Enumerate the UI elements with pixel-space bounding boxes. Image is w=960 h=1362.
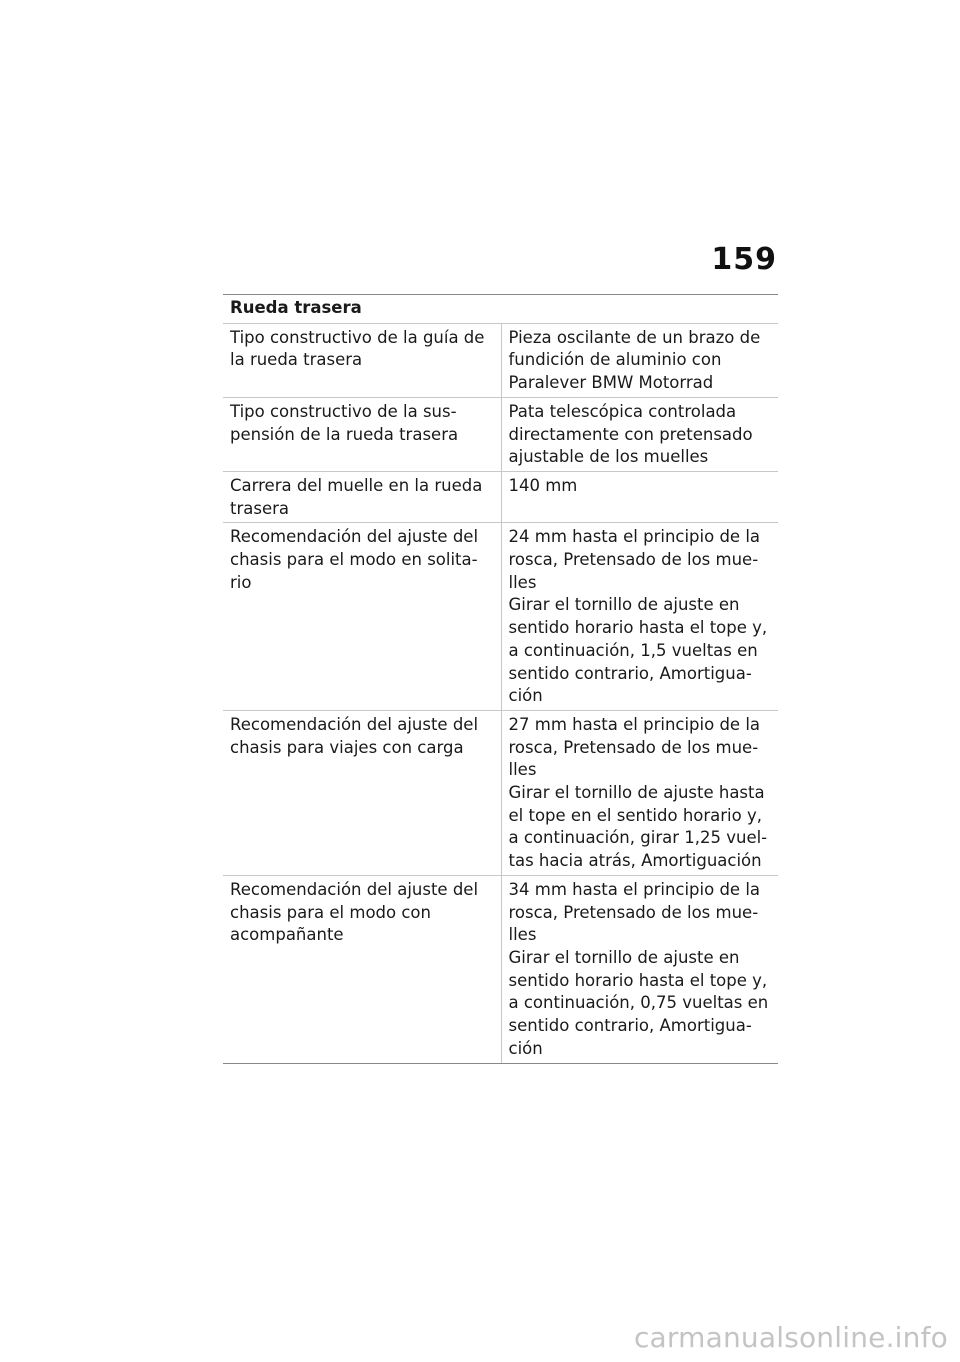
spec-label: Recomendación del ajuste del chasis para el modo en solita-rio — [223, 523, 501, 711]
table-row — [223, 471, 778, 522]
spec-value-line: 140 mm — [508, 475, 578, 495]
spec-value-line: Pieza oscilante de un brazo de fundición de aluminio con Paralever BMW Motorrad — [508, 327, 761, 393]
table-heading: Rueda trasera — [223, 295, 778, 324]
spec-value — [501, 471, 778, 522]
table-body — [223, 323, 778, 1063]
spec-value — [501, 397, 778, 471]
table-row — [223, 710, 778, 875]
spec-label: Tipo constructivo de la sus-pensión de la rueda trasera — [223, 397, 501, 471]
table-row — [223, 523, 778, 711]
watermark: carmanualsonline.info — [633, 1321, 948, 1354]
table-row — [223, 875, 778, 1063]
spec-value-line: Pata telescópica controlada directamente con pretensado ajustable de los muelles — [508, 401, 753, 467]
table-row — [223, 323, 778, 397]
spec-value — [501, 523, 778, 711]
table-row — [223, 397, 778, 471]
spec-label: Tipo constructivo de la guía de la rueda trasera — [223, 323, 501, 397]
spec-value — [501, 710, 778, 875]
spec-label: Recomendación del ajuste del chasis para viajes con carga — [223, 710, 501, 875]
spec-value-line: 27 mm hasta el principio de la rosca, Pretensado de los mue-lles — [508, 714, 761, 780]
spec-value — [501, 323, 778, 397]
spec-value — [501, 875, 778, 1063]
spec-label: Recomendación del ajuste del chasis para el modo con acompañante — [223, 875, 501, 1063]
table-header-row — [223, 295, 778, 324]
spec-value-line: 24 mm hasta el principio de la rosca, Pretensado de los mue-lles — [508, 527, 761, 592]
page-number: 159 — [711, 242, 777, 277]
spec-value-line: Girar el tornillo de ajuste en sentido horario hasta el tope y, a continuación, 0,75 vueltas en sentido contrario, Amortigua-ción — [508, 947, 769, 1058]
spec-value-line: 34 mm hasta el principio de la rosca, Pretensado de los mue-lles — [508, 879, 761, 945]
spec-value-line: Girar el tornillo de ajuste en sentido horario hasta el tope y, a continuación, 1,5 vueltas en sentido contrario, Amortigua-ción — [508, 595, 768, 706]
spec-table-rear-wheel — [223, 294, 778, 1064]
spec-label: Carrera del muelle en la rueda trasera — [223, 471, 501, 522]
spec-value-line: Girar el tornillo de ajuste hasta el tope en el sentido horario y, a continuación, girar 1,25 vuel-tas hacia atrás, Amortiguación — [508, 783, 768, 871]
